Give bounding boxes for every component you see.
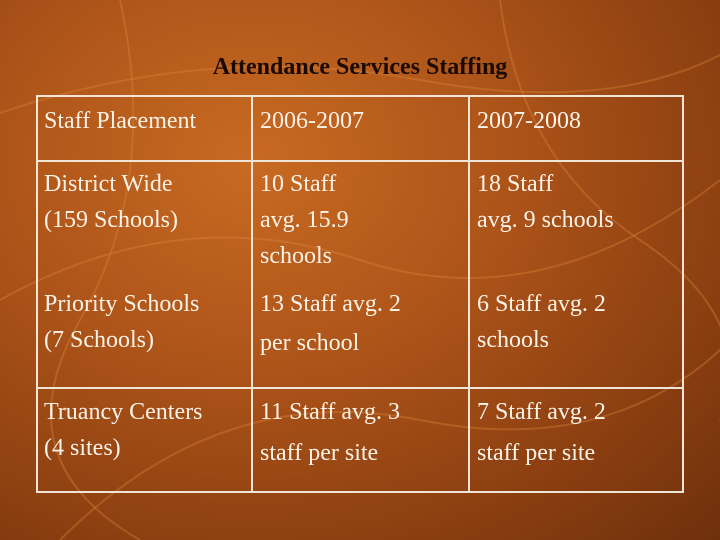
cell-line: Priority Schools [44,291,200,317]
table-cell-placement [44,286,199,358]
cell-line: 13 Staff avg. 2 [260,291,401,317]
cell-line: schools [260,243,332,269]
table-cell-2006 [260,166,349,274]
column-divider [468,97,470,491]
table-cell-2006 [260,394,400,471]
cell-line: District Wide [44,171,173,197]
cell-line: 18 Staff [477,171,554,197]
page-title: Attendance Services Staffing [212,54,508,80]
staffing-table [36,95,684,493]
cell-line: 10 Staff [260,171,337,197]
table-cell-2007 [477,166,614,238]
cell-line: per school [260,330,360,356]
cell-line: (4 sites) [44,435,121,461]
cell-line: (7 Schools) [44,327,154,353]
header-2007-2008: 2007-2008 [477,108,581,134]
cell-line: avg. 9 schools [477,207,614,233]
header-staff-placement: Staff Placement [44,108,197,134]
cell-line: staff per site [260,440,379,466]
cell-line: 6 Staff avg. 2 [477,291,606,317]
row-divider [38,387,682,389]
table-cell-2007 [477,286,606,358]
column-divider [251,97,253,491]
header-2006-2007: 2006-2007 [260,108,364,134]
cell-line: avg. 15.9 [260,207,349,233]
cell-line: 7 Staff avg. 2 [477,399,606,425]
table-cell-placement [44,166,178,238]
table-cell-placement [44,394,202,466]
cell-line: (159 Schools) [44,207,178,233]
cell-line: staff per site [477,440,596,466]
table-cell-2006 [260,286,401,361]
cell-line: Truancy Centers [44,399,203,425]
cell-line: 11 Staff avg. 3 [260,399,400,425]
row-divider [38,160,682,162]
table-cell-2007 [477,394,606,471]
cell-line: schools [477,327,549,353]
